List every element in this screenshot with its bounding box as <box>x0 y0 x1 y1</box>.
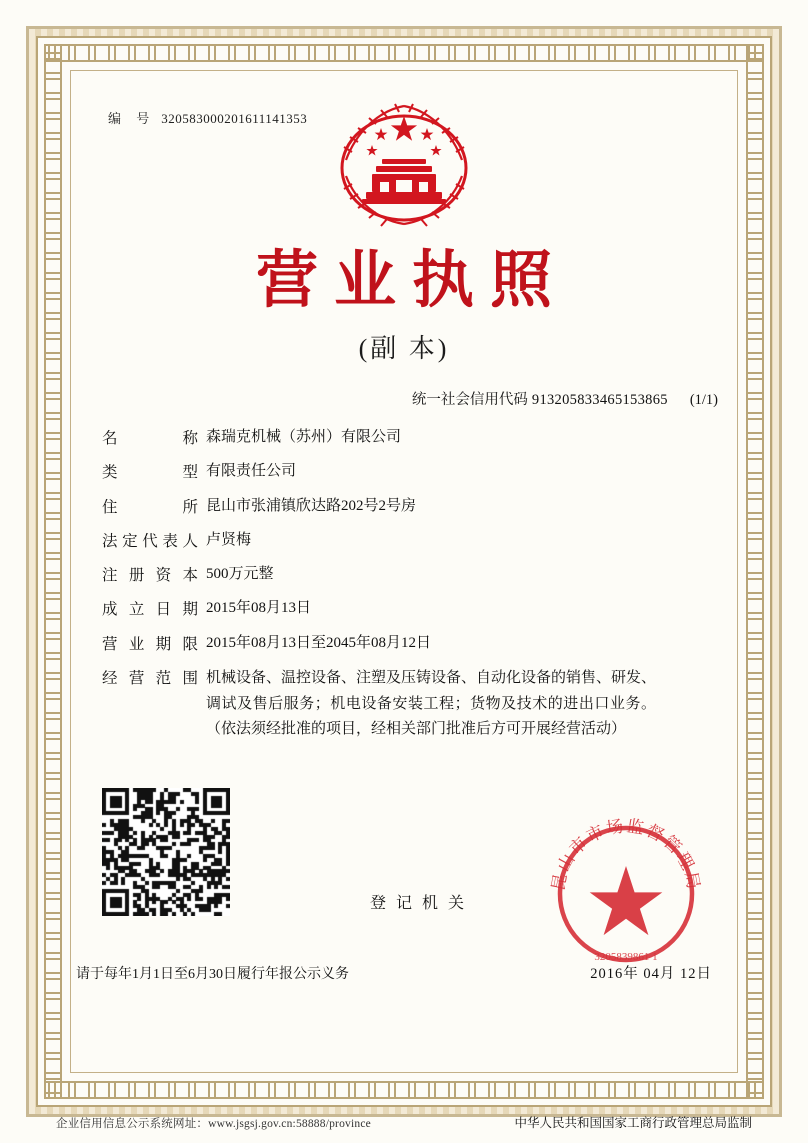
decorative-border-bottom <box>44 1081 764 1099</box>
field-company-name-label: 名称 <box>102 430 198 447</box>
field-company-name-value: 森瑞克机械（苏州）有限公司 <box>206 429 402 445</box>
serial-number <box>108 108 307 127</box>
national-emblem-icon <box>324 88 484 238</box>
certificate-footer <box>56 1113 752 1131</box>
svg-text:昆山市市场监督管理局: 昆山市市场监督管理局 <box>548 816 704 893</box>
field-legal-representative-value: 卢贤梅 <box>206 531 252 548</box>
serial-number-value: 320583000201611141353 <box>161 111 308 126</box>
field-business-term-label: 营业期限 <box>102 635 198 653</box>
issuing-authority: 中华人民共和国国家工商行政管理总局监制 <box>514 1116 752 1130</box>
field-registered-capital-value: 500万元整 <box>206 566 274 582</box>
credit-code-label: 统一社会信用代码 <box>411 392 528 408</box>
page-subtitle: (副 本) <box>358 334 450 363</box>
field-legal-representative-label: 法定代表人 <box>102 532 198 550</box>
field-establish-date-value: 2015年08月13日 <box>206 600 312 617</box>
bottom-row <box>70 962 738 983</box>
credit-code-value: 913205833465153865 <box>531 392 668 408</box>
license-fields <box>102 426 718 754</box>
decorative-border-left <box>44 44 62 1099</box>
serial-number-label: 编 号 <box>108 111 156 126</box>
page-indicator: (1/1) <box>689 392 718 408</box>
field-business-scope <box>102 666 718 743</box>
decorative-border-right <box>746 44 764 1099</box>
field-address-label: 住所 <box>102 498 198 516</box>
qr-code <box>102 788 230 916</box>
field-business-scope-label: 经营范围 <box>102 669 198 687</box>
field-address-value: 昆山市张浦镇欣达路202号2号房 <box>206 497 417 514</box>
annual-report-notice: 请于每年1月1日至6月30日履行年报公示义务 <box>76 967 349 982</box>
field-company-type-label: 类型 <box>102 464 198 482</box>
credit-code-line <box>412 388 718 409</box>
field-company-name <box>102 426 718 449</box>
field-address <box>102 495 718 518</box>
field-establish-date-label: 成立日期 <box>102 601 198 619</box>
field-establish-date <box>102 597 718 620</box>
certificate-content <box>70 70 738 1073</box>
decorative-border-top <box>44 44 764 62</box>
qr-code-canvas <box>102 788 230 916</box>
field-company-type <box>102 460 718 483</box>
credit-info-website <box>56 1115 371 1131</box>
field-registered-capital-label: 注册资本 <box>102 567 198 584</box>
field-business-term-value: 2015年08月13日至2045年08月12日 <box>206 634 432 651</box>
field-company-type-value: 有限责任公司 <box>206 463 297 480</box>
field-business-term <box>102 632 718 655</box>
field-legal-representative <box>102 529 718 552</box>
official-red-seal <box>542 810 710 978</box>
page-title: 营业执照 <box>255 247 568 315</box>
issue-date: 2016年 04月 12日 <box>590 966 712 982</box>
credit-info-website-label: 企业信用信息公示系统网址： <box>56 1118 209 1130</box>
registry-authority-label: 登 记 机 关 <box>370 895 468 912</box>
credit-info-website-url[interactable]: www.jsgsj.gov.cn:58888/province <box>208 1118 371 1130</box>
svg-text:3205839861 1: 3205839861 1 <box>594 951 658 963</box>
field-registered-capital <box>102 563 718 586</box>
field-business-scope-value: 机械设备、温控设备、注塑及压铸设备、自动化设备的销售、研发、调试及售后服务；机电设备安装工程；货物及技术的进出口业务。（依法须经批准的项目，经相关部门批准后方可开展经营活动） <box>206 669 657 738</box>
